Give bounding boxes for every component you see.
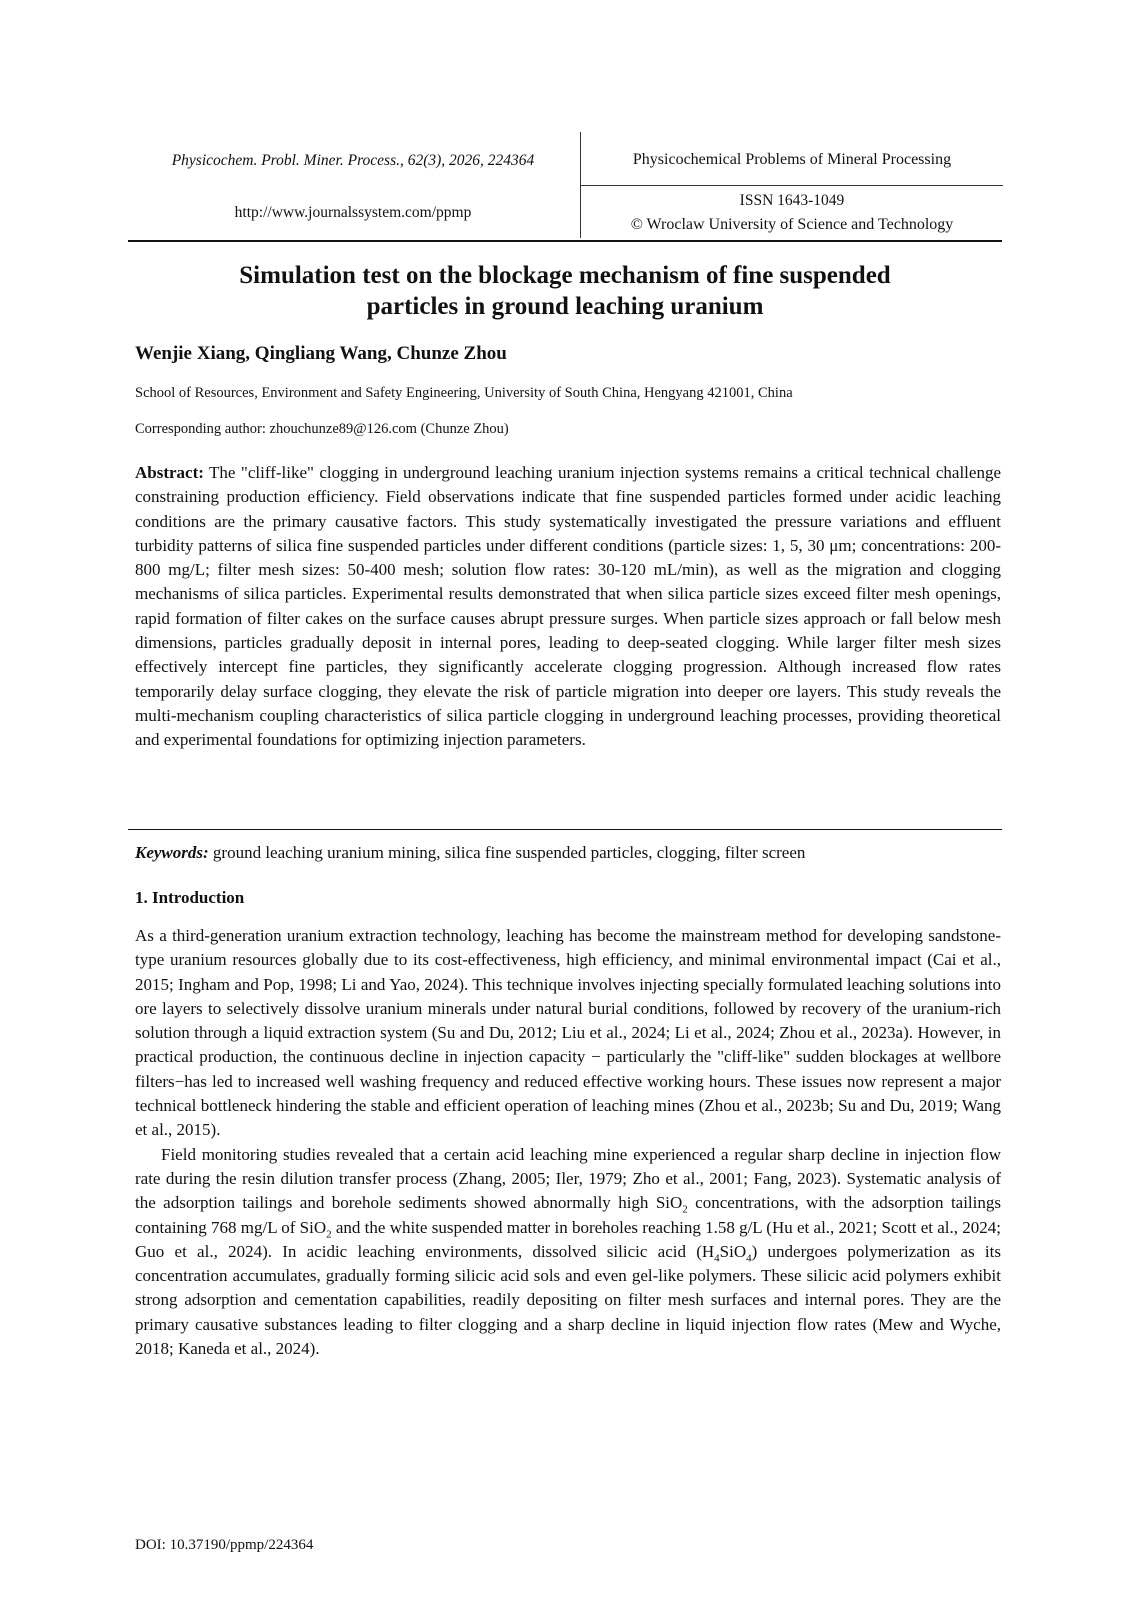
corresponding-author: Corresponding author: zhouchunze89@126.com (Chunze Zhou) [135,421,509,437]
journal-name: Physicochemical Problems of Mineral Processing [632,151,952,168]
header-rule [128,240,1002,242]
abstract [135,461,1001,753]
keywords-label: Keywords: [135,843,209,862]
abstract-rule [128,829,1002,830]
keywords [135,843,805,863]
paper-title-line-1: Simulation test on the blockage mechanism of fine suspended [239,262,891,289]
journal-header [128,132,1002,247]
journal-citation: Physicochem. Probl. Miner. Process., 62(3), 2026, 224364 [171,152,535,169]
keywords-text: ground leaching uranium mining, silica fine suspended particles, clogging, filter screen [208,843,806,862]
journal-url[interactable]: http://www.journalssystem.com/ppmp [234,204,472,221]
author-affiliation: School of Resources, Environment and Safety Engineering, University of South China, Hengyang 421001, China [135,385,793,401]
intro-paragraph-2: Field monitoring studies revealed that a certain acid leaching mine experienced a regular sharp decline in injection flow rate during the resin dilution transfer process (Zhang, 2005; Iler, 1979; Zho et al., 2001; Fang, 2023). Systematic analysis of the adsorption tailings and borehole sediments showed abnormally high SiO$_2$ concentrations, with the adsorption tailings containing 768 mg/L of SiO$_2$ and the white suspended matter in boreholes reaching 1.58 g/L (Hu et al., 2021; Scott et al., 2024; Guo et al., 2024). In acidic leaching environments, dissolved silicic acid $(H_4SiO_4)$ undergoes polymerization as its concentration accumulates, gradually forming silicic acid sols and even gel-like polymers. These silicic acid polymers exhibit strong adsorption and cementation capabilities, readily depositing on filter mesh surfaces and internal pores. They are the primary causative substances leading to filter clogging and a sharp decline in liquid injection flow rates (Mew and Wyche, 2018; Kaneda et al., 2024). [135,1144,1002,1359]
paper-authors: Wenjie Xiang, Qingliang Wang, Chunze Zhou [135,343,507,364]
header-right-panel [580,132,1003,238]
abstract-text: The "cliff-like" clogging in underground leaching uranium injection systems remains a critical technical challenge constraining production efficiency. Field observations indicate that fine suspended particles formed under acidic leaching conditions are the primary causative factors. This study systematically investigated the pressure variations and effluent turbidity patterns of silica fine suspended particles under different conditions (particle sizes: 1, 5, 30 μm; concentrations: 200-800 mg/L; filter mesh sizes: 50-400 mesh; solution flow rates: 30-120 mL/min), as well as the migration and clogging mechanisms of silica particles. Experimental results demonstrated that when silica particle sizes exceed filter mesh openings, rapid formation of filter cakes on the surface causes abrupt pressure surges. When particle sizes approach or fall below mesh dimensions, particles gradually deposit in internal pores, leading to deep-seated clogging. While larger filter mesh sizes effectively intercept fine particles, they significantly accelerate clogging progression. Although increased flow rates temporarily delay surface clogging, they elevate the risk of particle migration into deeper ore layers. This study reveals the multi-mechanism coupling characteristics of silica particle clogging in underground leaching processes, providing theoretical and experimental foundations for optimizing injection parameters. [135,463,1001,750]
header-divider [581,185,1003,186]
abstract-label: Abstract: [135,463,204,482]
paper-title [128,260,1002,322]
intro-paragraph-1: As a third-generation uranium extraction technology, leaching has become the mainstream method for developing sandstone-type uranium resources globally due to its cost-effectiveness, high efficiency, and minimal environmental impact (Cai et al., 2015; Ingham and Pop, 1998; Li and Yao, 2024). This technique involves injecting specially formulated leaching solutions into ore layers to selectively dissolve uranium minerals under natural burial conditions, followed by recovery of the uranium-rich solution through a liquid extraction system (Su and Du, 2012; Liu et al., 2024; Li et al., 2024; Zhou et al., 2023a). However, in practical production, the continuous decline in injection capacity − particularly the "cliff-like" sudden blockages at wellbore filters−has led to increased well washing frequency and reduced effective working hours. These issues now represent a major technical bottleneck hindering the stable and efficient operation of leaching mines (Zhou et al., 2023b; Su and Du, 2019; Wang et al., 2015). [135,926,1001,1140]
journal-copyright: © Wroclaw University of Science and Technology [630,216,954,233]
introduction-body [135,924,1001,1361]
header-left-panel [128,132,578,238]
section-heading-introduction: 1. Introduction [135,888,245,907]
journal-issn: ISSN 1643-1049 [739,192,845,209]
paper-title-line-2: particles in ground leaching uranium [366,293,764,320]
doi-footer[interactable]: DOI: 10.37190/ppmp/224364 [135,1537,314,1553]
